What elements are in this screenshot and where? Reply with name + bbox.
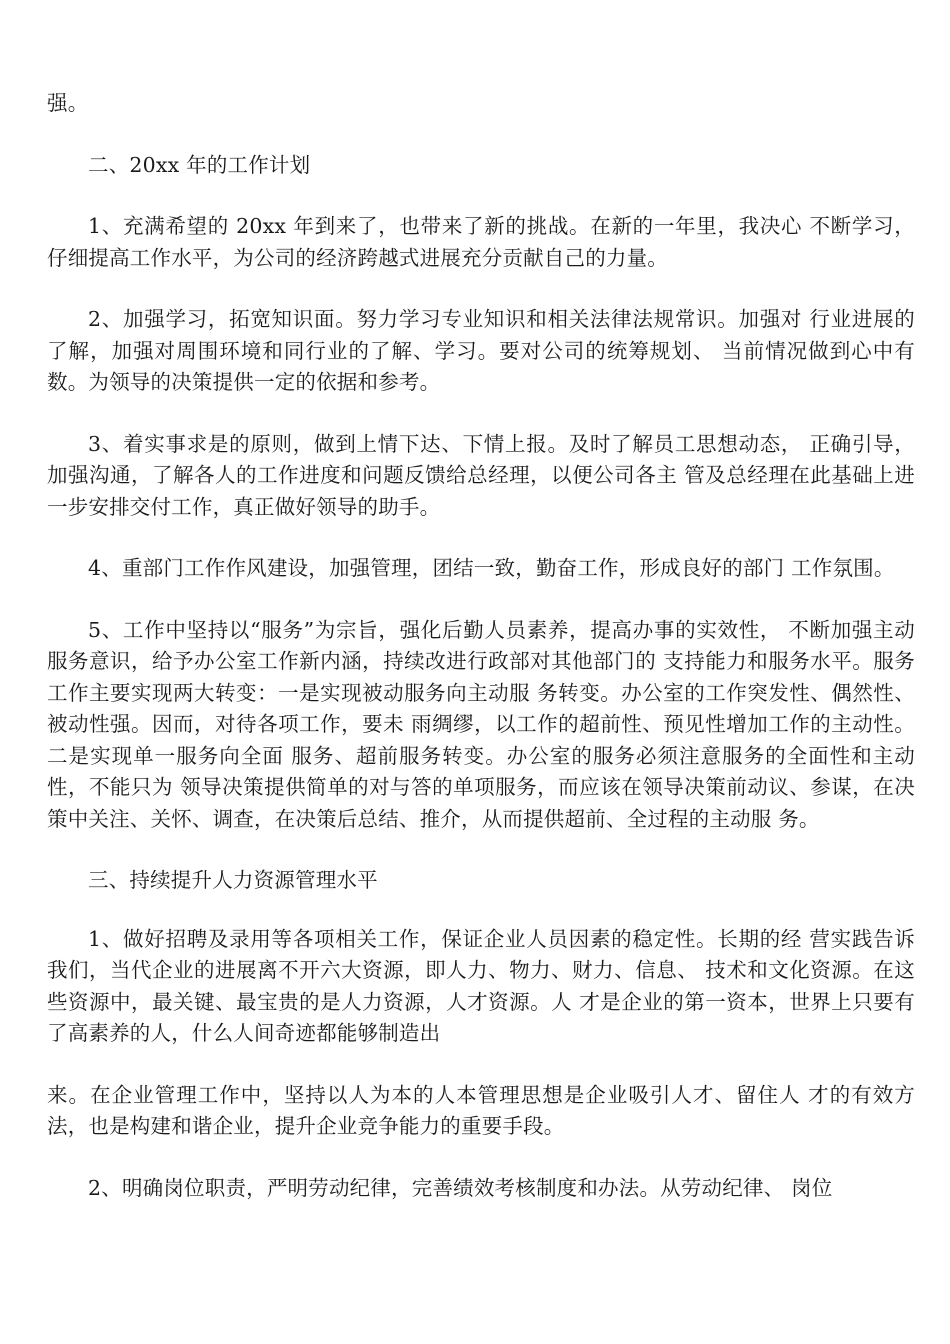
paragraph-item-5: 5、工作中坚持以“服务”为宗旨，强化后勤人员素养，提高办事的实效性， 不断加强主动服务意识，给予办公室工作新内涵，持续改进行政部对其他部门的 支持能力和服务水平。服务工作主要实现两大转变：一是实现被动服务向主动服 务转变。办公室的工作突发性、偶然性、被动性强。因而，对待各项工作，要未 雨绸缪，以工作的超前性、预见性增加工作的主动性。二是实现单一服务向全面 服务、超前服务转变。办公室的服务必须注意服务的全面性和主动性，不能只为 领导决策提供简单的对与答的单项服务，而应该在领导决策前动议、参谋，在决 策中关注、关怀、调查，在决策后总结、推介，从而提供超前、全过程的主动服 务。 <box>47 617 915 831</box>
paragraph-item-4: 4、重部门工作作风建设，加强管理，团结一致，勤奋工作，形成良好的部门 工作氛围。 <box>88 556 895 580</box>
paragraph-hr-item-1-continued: 来。在企业管理工作中，坚持以人为本的人本管理思想是企业吸引人才、留住人 才的有效方法，也是构建和谐企业，提升企业竞争能力的重要手段。 <box>47 1082 915 1138</box>
paragraph-item-2: 2、加强学习，拓宽知识面。努力学习专业知识和相关法律法规常识。加强对 行业进展的了解，加强对周围环境和同行业的了解、学习。要对公司的统筹规划、 当前情况做到心中有数。为领导的决策提供一定的依据和参考。 <box>47 307 915 394</box>
paragraph-hr-item-2: 2、明确岗位职责，严明劳动纪律，完善绩效考核制度和办法。从劳动纪律、 岗位 <box>88 1175 833 1200</box>
paragraph-continuation: 强。 <box>47 91 89 115</box>
paragraph-item-3: 3、着实事求是的原则，做到上情下达、下情上报。及时了解员工思想动态， 正确引导，加强沟通，了解各人的工作进度和问题反馈给总经理，以便公司各主 管及总经理在此基础上进一步安排交付工作，真正做好领导的助手。 <box>47 431 915 519</box>
section-heading-hr-management: 三、持续提升人力资源管理水平 <box>88 868 378 892</box>
paragraph-hr-item-1: 1、做好招聘及录用等各项相关工作，保证企业人员因素的稳定性。长期的经 营实践告诉我们，当代企业的进展离不开六大资源，即人力、物力、财力、信息、 技术和文化资源。在这些资源中，最关键、最宝贵的是人力资源，人才资源。人 才是企业的第一资本，世界上只要有了高素养的人，什么人间奇迹都能够制造出 <box>47 926 915 1045</box>
section-heading-work-plan: 二、20xx 年的工作计划 <box>88 152 311 177</box>
paragraph-item-1: 1、充满希望的 20xx 年到来了，也带来了新的挑战。在新的一年里，我决心 不断学习，仔细提高工作水平，为公司的经济跨越式进展充分贡献自己的力量。 <box>47 214 915 270</box>
document-page <box>47 88 915 1234</box>
